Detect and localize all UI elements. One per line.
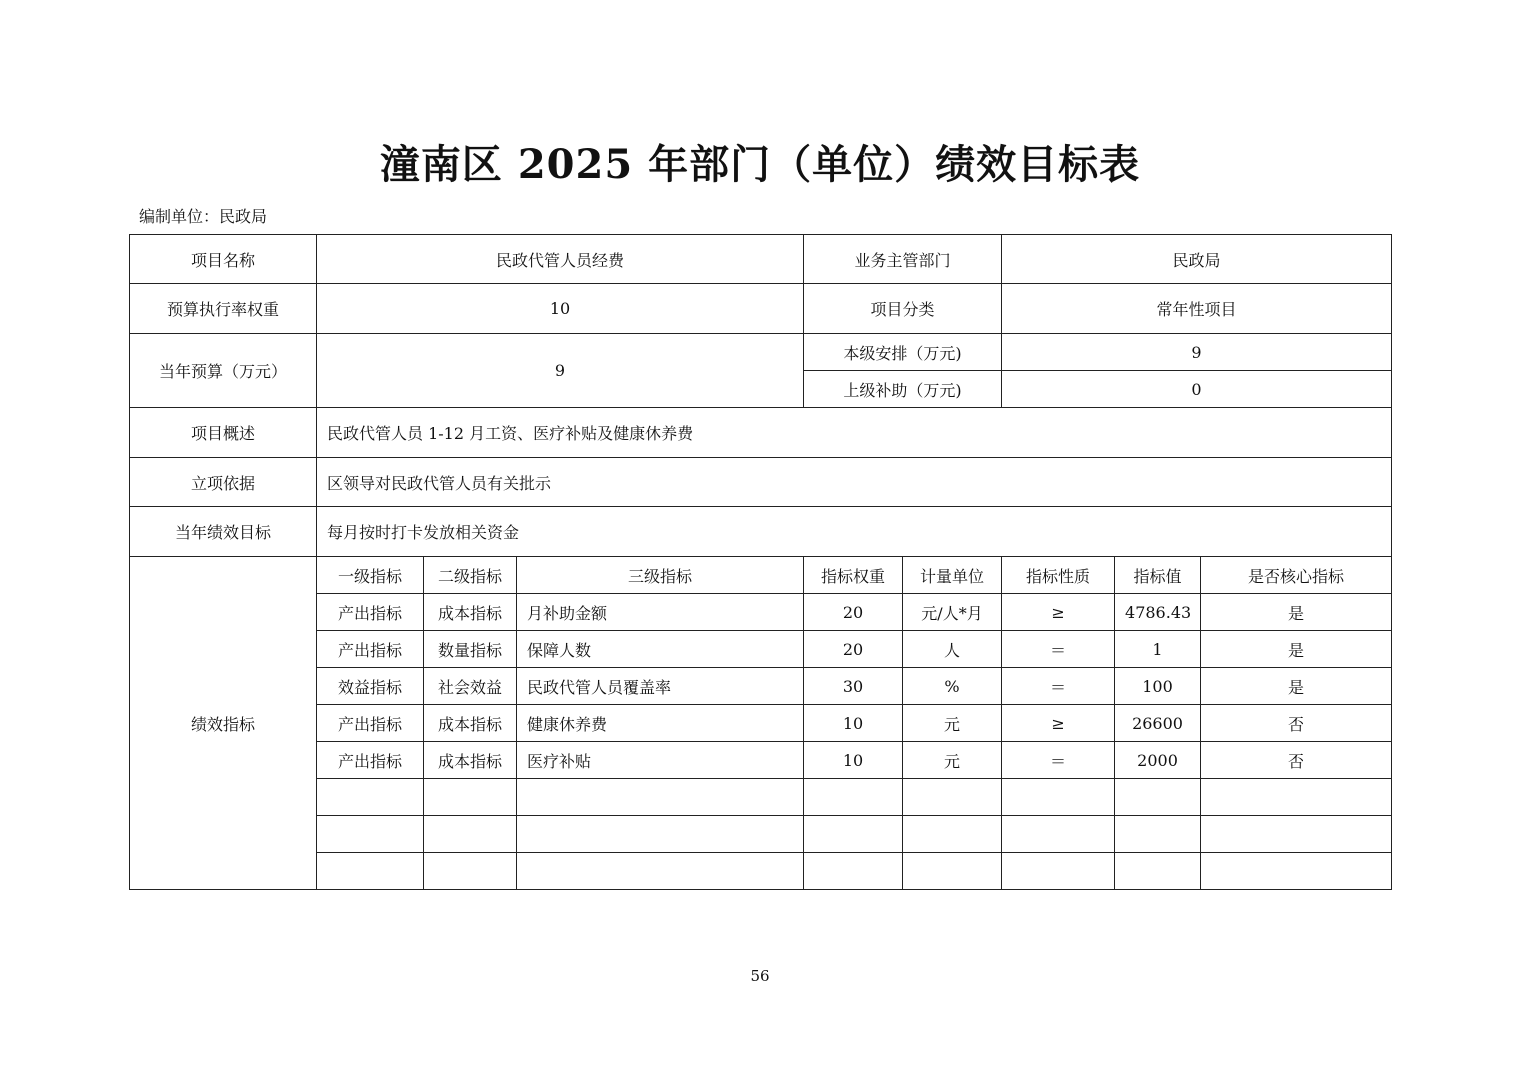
indicator-cell: ≥ [1002, 594, 1115, 631]
indicator-cell [1115, 816, 1201, 853]
table-row [130, 334, 1392, 371]
weight-value: 10 [317, 284, 804, 334]
indicator-cell [1201, 816, 1392, 853]
basis-value: 区领导对民政代管人员有关批示 [317, 458, 1392, 507]
indicator-row [130, 594, 1392, 631]
indicator-cell [517, 816, 804, 853]
basis-label: 立项依据 [130, 458, 317, 507]
indicator-cell [1115, 853, 1201, 890]
category-value: 常年性项目 [1002, 284, 1392, 334]
indicator-cell [1115, 779, 1201, 816]
indicator-row [130, 668, 1392, 705]
indicator-header-cell: 计量单位 [903, 557, 1002, 594]
indicator-cell: 26600 [1115, 705, 1201, 742]
goal-label: 当年绩效目标 [130, 507, 317, 557]
indicator-cell [1002, 816, 1115, 853]
table-row [130, 284, 1392, 334]
indicator-cell: 否 [1201, 742, 1392, 779]
dept-label: 业务主管部门 [804, 235, 1002, 284]
indicator-cell [1002, 853, 1115, 890]
indicator-cell [1002, 779, 1115, 816]
indicator-cell: 否 [1201, 705, 1392, 742]
indicator-cell [903, 853, 1002, 890]
overview-label: 项目概述 [130, 408, 317, 458]
indicator-cell: 民政代管人员覆盖率 [517, 668, 804, 705]
indicator-cell: 30 [804, 668, 903, 705]
upper-label: 上级补助（万元) [804, 371, 1002, 408]
indicator-cell: 元 [903, 705, 1002, 742]
indicator-cell [903, 779, 1002, 816]
indicator-cell [804, 816, 903, 853]
indicator-cell: 10 [804, 705, 903, 742]
indicator-row [130, 779, 1392, 816]
indicator-cell: 产出指标 [317, 705, 424, 742]
indicator-cell: 100 [1115, 668, 1201, 705]
indicator-cell [424, 853, 517, 890]
indicator-row [130, 631, 1392, 668]
table-row [130, 235, 1392, 284]
indicator-cell [804, 853, 903, 890]
indicator-cell: 20 [804, 594, 903, 631]
indicators-label: 绩效指标 [130, 557, 317, 890]
indicator-cell: 1 [1115, 631, 1201, 668]
indicator-cell: 成本指标 [424, 594, 517, 631]
budget-value: 9 [317, 334, 804, 408]
upper-value: 0 [1002, 371, 1392, 408]
table-row [130, 458, 1392, 507]
overview-value: 民政代管人员 1-12 月工资、医疗补贴及健康休养费 [317, 408, 1392, 458]
local-label: 本级安排（万元) [804, 334, 1002, 371]
indicator-cell: 是 [1201, 594, 1392, 631]
local-value: 9 [1002, 334, 1392, 371]
indicator-cell: 成本指标 [424, 705, 517, 742]
indicator-row [130, 705, 1392, 742]
indicator-row [130, 853, 1392, 890]
budget-label: 当年预算（万元） [130, 334, 317, 408]
indicator-cell [517, 779, 804, 816]
project-name-value: 民政代管人员经费 [317, 235, 804, 284]
indicator-header-cell: 指标值 [1115, 557, 1201, 594]
indicator-cell: ≥ [1002, 705, 1115, 742]
page-number: 56 [750, 967, 770, 985]
indicator-cell [317, 816, 424, 853]
indicator-cell [424, 816, 517, 853]
indicator-header-cell: 二级指标 [424, 557, 517, 594]
indicator-cell: ＝ [1002, 631, 1115, 668]
indicator-header-cell: 一级指标 [317, 557, 424, 594]
indicator-cell: 医疗补贴 [517, 742, 804, 779]
indicator-cell: 产出指标 [317, 631, 424, 668]
indicator-cell [424, 779, 517, 816]
indicator-cell [317, 779, 424, 816]
indicator-cell: 元 [903, 742, 1002, 779]
indicator-cell [317, 853, 424, 890]
indicator-cell: 社会效益 [424, 668, 517, 705]
indicator-header-cell: 指标性质 [1002, 557, 1115, 594]
page-title: 潼南区 2025 年部门（单位）绩效目标表 [379, 141, 1141, 188]
indicator-cell: 数量指标 [424, 631, 517, 668]
goal-value: 每月按时打卡发放相关资金 [317, 507, 1392, 557]
indicator-cell: 成本指标 [424, 742, 517, 779]
indicator-cell: 20 [804, 631, 903, 668]
indicator-row [130, 816, 1392, 853]
indicator-cell: 元/人*月 [903, 594, 1002, 631]
performance-target-table [129, 234, 1392, 890]
indicator-cell: 是 [1201, 631, 1392, 668]
indicator-cell [1201, 853, 1392, 890]
indicator-cell: 10 [804, 742, 903, 779]
dept-value: 民政局 [1002, 235, 1392, 284]
compiling-unit: 编制单位：民政局 [139, 207, 268, 226]
indicator-cell: 效益指标 [317, 668, 424, 705]
indicator-header-row [130, 557, 1392, 594]
indicator-cell: 保障人数 [517, 631, 804, 668]
indicator-row [130, 742, 1392, 779]
indicator-cell: 人 [903, 631, 1002, 668]
indicator-cell: 健康休养费 [517, 705, 804, 742]
indicator-cell [903, 816, 1002, 853]
table-row [130, 507, 1392, 557]
indicator-cell: 产出指标 [317, 742, 424, 779]
table-row [130, 408, 1392, 458]
category-label: 项目分类 [804, 284, 1002, 334]
indicator-cell: 2000 [1115, 742, 1201, 779]
indicator-cell: 是 [1201, 668, 1392, 705]
weight-label: 预算执行率权重 [130, 284, 317, 334]
indicator-cell: % [903, 668, 1002, 705]
indicator-cell [1201, 779, 1392, 816]
indicator-header-cell: 指标权重 [804, 557, 903, 594]
indicator-cell [804, 779, 903, 816]
indicator-cell: 4786.43 [1115, 594, 1201, 631]
indicator-cell: ＝ [1002, 742, 1115, 779]
indicator-cell: 月补助金额 [517, 594, 804, 631]
indicator-header-cell: 是否核心指标 [1201, 557, 1392, 594]
indicator-cell: 产出指标 [317, 594, 424, 631]
project-name-label: 项目名称 [130, 235, 317, 284]
indicator-cell: ＝ [1002, 668, 1115, 705]
indicator-header-cell: 三级指标 [517, 557, 804, 594]
indicator-cell [517, 853, 804, 890]
